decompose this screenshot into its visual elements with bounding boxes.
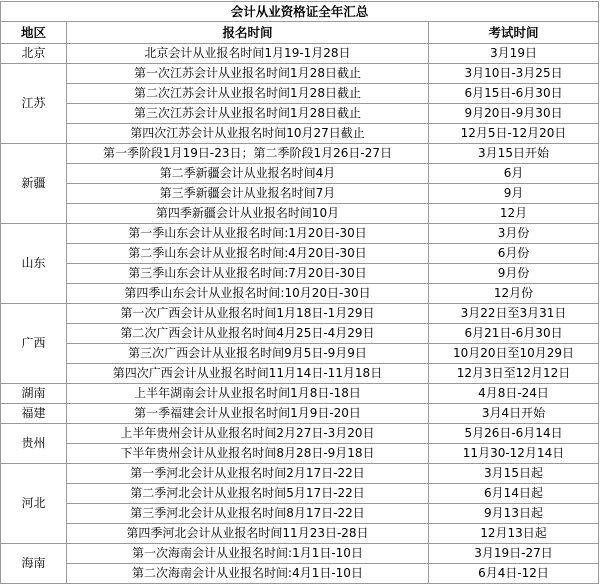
- table-row: [1, 484, 599, 504]
- table-row: [1, 524, 599, 544]
- region-cell: 海南: [1, 544, 67, 584]
- table-body: [1, 2, 599, 584]
- table-row: [1, 504, 599, 524]
- exam-time-cell: 6月14日起: [429, 484, 599, 504]
- exam-time-cell: 9月份: [429, 264, 599, 284]
- exam-time-cell: 9月: [429, 184, 599, 204]
- signup-time-cell: 北京会计从业报名时间1月19-1月28日: [67, 44, 429, 64]
- signup-time-cell: 第二次广西会计从业报名时间4月25日-4月29日: [67, 324, 429, 344]
- table-row: [1, 404, 599, 424]
- signup-time-cell: 第二次海南会计从业报名时间:4月1日-10日: [67, 564, 429, 584]
- table-row: [1, 264, 599, 284]
- signup-time-cell: 第四季河北会计从业报名时间11月23日-28日: [67, 524, 429, 544]
- exam-time-cell: 12月: [429, 204, 599, 224]
- exam-time-cell: 3月15日起: [429, 464, 599, 484]
- region-cell: 北京: [1, 44, 67, 64]
- signup-time-cell: 第一季山东会计从业报名时间:1月20日-30日: [67, 224, 429, 244]
- exam-time-cell: 4月8日-24日: [429, 384, 599, 404]
- region-cell: 湖南: [1, 384, 67, 404]
- column-header-exam-time: 考试时间: [429, 22, 599, 44]
- exam-time-cell: 6月4日-12日: [429, 564, 599, 584]
- signup-time-cell: 下半年贵州会计从业报名时间8月28日-9月18日: [67, 444, 429, 464]
- exam-time-cell: 5月26日-6月14日: [429, 424, 599, 444]
- exam-time-cell: 12月份: [429, 284, 599, 304]
- signup-time-cell: 第四季山东会计从业报名时间:10月20日-30日: [67, 284, 429, 304]
- table-row: [1, 124, 599, 144]
- table-row: [1, 444, 599, 464]
- exam-time-cell: 3月15日开始: [429, 144, 599, 164]
- signup-time-cell: 第三次江苏会计从业报名时间1月28日截止: [67, 104, 429, 124]
- exam-time-cell: 3月19日-27日: [429, 544, 599, 564]
- table-row: [1, 44, 599, 64]
- signup-time-cell: 第一季阶段1月19日-23日；第二季阶段1月26日-27日: [67, 144, 429, 164]
- table-row: [1, 344, 599, 364]
- signup-time-cell: 第四季新疆会计从业报名时间10月: [67, 204, 429, 224]
- table-row: [1, 244, 599, 264]
- signup-time-cell: 第三季新疆会计从业报名时间7月: [67, 184, 429, 204]
- signup-time-cell: 第二季河北会计从业报名时间5月17日-22日: [67, 484, 429, 504]
- signup-time-cell: 上半年贵州会计从业报名时间2月27日-3月20日: [67, 424, 429, 444]
- signup-time-cell: 第一季河北会计从业报名时间2月17日-22日: [67, 464, 429, 484]
- table-row: [1, 144, 599, 164]
- header-row: [1, 22, 599, 44]
- table-row: [1, 184, 599, 204]
- document-title: 会计从业资格证全年汇总: [1, 2, 599, 22]
- exam-time-cell: 6月份: [429, 244, 599, 264]
- signup-time-cell: 第三次广西会计从业报名时间9月5日-9月9日: [67, 344, 429, 364]
- summary-table: [0, 1, 599, 584]
- table-row: [1, 544, 599, 564]
- table-row: [1, 164, 599, 184]
- table-row: [1, 84, 599, 104]
- region-cell: 山东: [1, 224, 67, 304]
- region-cell: 江苏: [1, 64, 67, 144]
- table-row: [1, 284, 599, 304]
- table-row: [1, 424, 599, 444]
- table-row: [1, 104, 599, 124]
- signup-time-cell: 第三季河北会计从业报名时间8月17日-22日: [67, 504, 429, 524]
- exam-time-cell: 12月5日-12月20日: [429, 124, 599, 144]
- exam-time-cell: 3月4日开始: [429, 404, 599, 424]
- region-cell: 贵州: [1, 424, 67, 464]
- exam-time-cell: 6月15日-6月30日: [429, 84, 599, 104]
- exam-time-cell: 10月20日至10月29日: [429, 344, 599, 364]
- column-header-signup-time: 报名时间: [67, 22, 429, 44]
- exam-time-cell: 12月3日至12月12日: [429, 364, 599, 384]
- region-cell: 广西: [1, 304, 67, 384]
- signup-time-cell: 第二季新疆会计从业报名时间4月: [67, 164, 429, 184]
- signup-time-cell: 第一次海南会计从业报名时间:1月1日-10日: [67, 544, 429, 564]
- signup-time-cell: 第一次广西会计从业报名时间1月18日-1月29日: [67, 304, 429, 324]
- exam-time-cell: 3月19日: [429, 44, 599, 64]
- region-cell: 河北: [1, 464, 67, 544]
- table-row: [1, 464, 599, 484]
- column-header-region: 地区: [1, 22, 67, 44]
- table-row: [1, 364, 599, 384]
- table-row: [1, 64, 599, 84]
- signup-time-cell: 上半年湖南会计从业报名时间1月8日-18日: [67, 384, 429, 404]
- exam-time-cell: 9月13日起: [429, 504, 599, 524]
- signup-time-cell: 第二季山东会计从业报名时间:4月20日-30日: [67, 244, 429, 264]
- table-row: [1, 304, 599, 324]
- table-row: [1, 324, 599, 344]
- exam-time-cell: 6月21日-6月30日: [429, 324, 599, 344]
- table-row: [1, 564, 599, 584]
- title-row: [1, 2, 599, 22]
- exam-time-cell: 3月份: [429, 224, 599, 244]
- signup-time-cell: 第四次广西会计从业报名时间11月14日-11月18日: [67, 364, 429, 384]
- region-cell: 福建: [1, 404, 67, 424]
- table-row: [1, 224, 599, 244]
- exam-time-cell: 9月20日-9月30日: [429, 104, 599, 124]
- table-row: [1, 204, 599, 224]
- signup-time-cell: 第一次江苏会计从业报名时间1月28日截止: [67, 64, 429, 84]
- region-cell: 新疆: [1, 144, 67, 224]
- exam-time-cell: 3月22日至3月31日: [429, 304, 599, 324]
- exam-time-cell: 12月13日起: [429, 524, 599, 544]
- signup-time-cell: 第一季福建会计从业报名时间1月9日-20日: [67, 404, 429, 424]
- signup-time-cell: 第三季山东会计从业报名时间:7月20日-30日: [67, 264, 429, 284]
- signup-time-cell: 第四次江苏会计从业报名时间10月27日截止: [67, 124, 429, 144]
- table-row: [1, 384, 599, 404]
- exam-time-cell: 6月: [429, 164, 599, 184]
- exam-time-cell: 11月30-12月14日: [429, 444, 599, 464]
- signup-time-cell: 第二次江苏会计从业报名时间1月28日截止: [67, 84, 429, 104]
- exam-time-cell: 3月10日-3月25日: [429, 64, 599, 84]
